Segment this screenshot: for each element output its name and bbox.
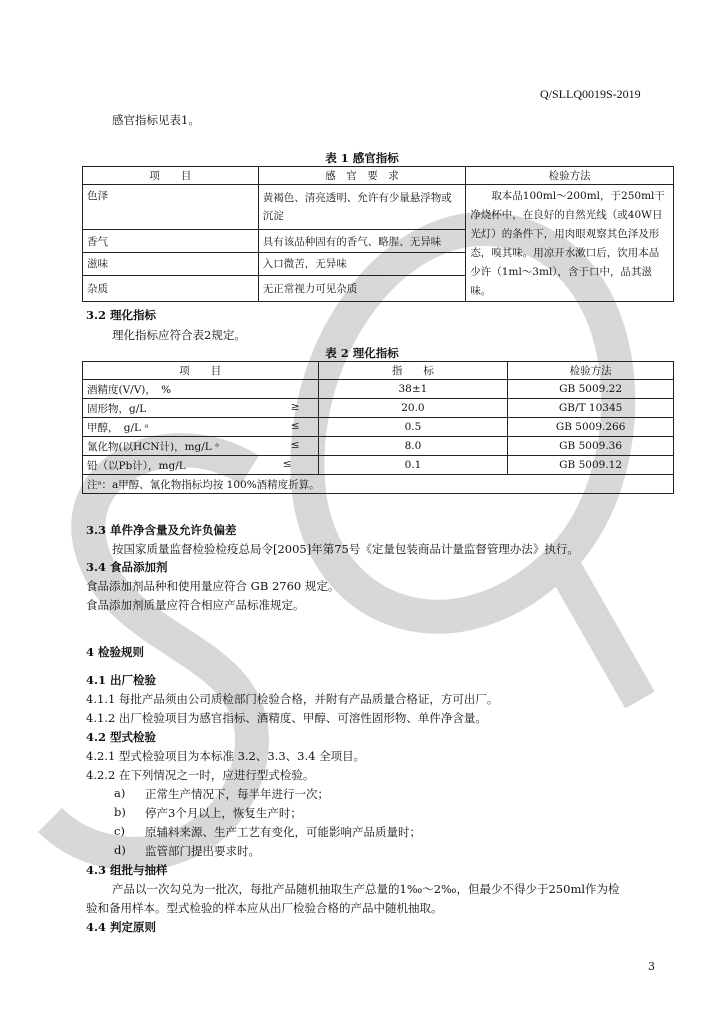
t2-note: 注ᵃ：a甲醇、氰化物指标均按 100%酒精度折算。 [83,475,674,494]
intro-text: 感官指标见表1。 [112,113,200,127]
t2-row2-value: 20.0 [318,399,508,418]
page-number: 3 [648,960,655,973]
list-text-a: 正常生产情况下，每半年进行一次； [145,787,329,801]
doc-code: Q/SLLQ0019S-2019 [540,87,641,101]
section-4-2-2: 4.2.2 在下列情况之一时，应进行型式检验。 [86,768,315,782]
section-4-1-title: 4.1 出厂检验 [86,673,157,687]
t2-row4-item: 氰化物(以HCN计)，mg/L ᵃ [87,440,220,453]
list-label-b: b) [114,805,126,819]
list-label-d: d) [114,843,126,857]
t1-header-item: 项 目 [83,167,259,185]
section-3-3-text: 按国家质量监督检验检疫总局令[2005]年第75号《定量包装商品计量监督管理办法》执行。 [112,542,579,556]
t2-row1-method: GB 5009.22 [508,380,674,399]
section-4-1-2: 4.1.2 出厂检验项目为感官指标、酒精度、甲醇、可溶性固形物、单件净含量。 [86,711,487,725]
t2-header-method: 检验方法 [508,362,674,380]
t1-row1-req: 黄褐色、清亮透明、允许有少量悬浮物或沉淀 [258,185,466,230]
t1-row3-req: 入口微苦，无异味 [258,253,466,276]
list-text-c: 原辅料来源、生产工艺有变化，可能影响产品质量时； [145,825,421,839]
section-4-3-title: 4.3 组批与抽样 [86,863,168,877]
t2-row1-value: 38±1 [318,380,508,399]
t2-row4-method: GB 5009.36 [508,437,674,456]
list-text-b: 停产3个月以上，恢复生产时； [145,806,302,820]
t2-row3-op: ≤ [290,419,300,432]
t2-row5-method: GB 5009.12 [508,456,674,475]
t1-header-req: 感 官 要 求 [258,167,466,185]
t1-row2-item: 香气 [83,230,259,253]
section-4-1-1: 4.1.1 每批产品须由公司质检部门检验合格，并附有产品质量合格证，方可出厂。 [86,692,499,706]
t2-header-value: 指 标 [318,362,508,380]
section-4-3-line2: 验和备用样本。型式检验的样本应从出厂检验合格的产品中随机抽取。 [86,901,443,915]
section-3-2-title: 3.2 理化指标 [86,308,157,322]
t2-row1-item: 酒精度(V/V)， % [87,383,172,396]
section-4-title: 4 检验规则 [86,645,145,659]
t1-row3-item: 滋味 [83,253,259,276]
t1-row4-req: 无正常视力可见杂质 [258,275,466,301]
section-3-4-line1: 食品添加剂品种和使用量应符合 GB 2760 规定。 [86,579,340,593]
section-4-2-1: 4.2.1 型式检验项目为本标准 3.2、3.3、3.4 全项目。 [86,749,366,763]
table2 [82,361,674,494]
t2-row3-method: GB 5009.266 [508,418,674,437]
list-text-d: 监管部门提出要求时。 [145,844,260,858]
t2-header-item: 项 目 [83,362,319,380]
t1-row2-req: 具有该品种固有的香气、略腥、无异味 [258,230,466,253]
section-4-4-title: 4.4 判定原则 [86,920,157,934]
t1-row1-item: 色泽 [83,185,259,230]
t2-row3-item: 甲醇， g/L ᵃ [87,421,149,434]
t2-row2-method: GB/T 10345 [508,399,674,418]
t1-row4-item: 杂质 [83,275,259,301]
table1-caption: 表 1 感官指标 [325,151,399,165]
section-3-2-text: 理化指标应符合表2规定。 [112,328,246,342]
list-label-c: c) [114,824,125,838]
section-3-4-title: 3.4 食品添加剂 [86,560,168,574]
section-4-3-line1: 产品以一次勾兑为一批次，每批产品随机抽取生产总量的1‰～2‰，但最少不得少于250ml作为检 [112,882,620,896]
t2-row3-value: 0.5 [318,418,508,437]
watermark-q-tail [560,560,640,700]
t2-row5-item: 铅（以Pb计），mg/L [87,459,186,472]
table2-caption: 表 2 理化指标 [325,346,399,360]
table1 [82,166,674,302]
t2-row2-item: 固形物，g/L [87,402,147,415]
section-4-2-title: 4.2 型式检验 [86,730,157,744]
section-3-4-line2: 食品添加剂质量应符合相应产品标准规定。 [86,598,305,612]
t2-row4-op: ≤ [290,438,300,451]
t2-row4-value: 8.0 [318,437,508,456]
t2-row5-op: ≤ [282,457,292,470]
t1-header-method: 检验方法 [466,167,674,185]
t2-row5-value: 0.1 [318,456,508,475]
t1-method: 取本品100ml～200ml，于250ml干净烧杯中，在良好的自然光线（或40W日光灯）的条件下，用肉眼观察其色泽及形态，嗅其味。用凉开水漱口后，饮用本品少许（1ml～3ml），含于口中，品其滋味。 [466,185,674,302]
section-3-3-title: 3.3 单件净含量及允许负偏差 [86,523,237,537]
list-label-a: a) [114,786,126,800]
t2-row2-op: ≥ [290,400,300,413]
